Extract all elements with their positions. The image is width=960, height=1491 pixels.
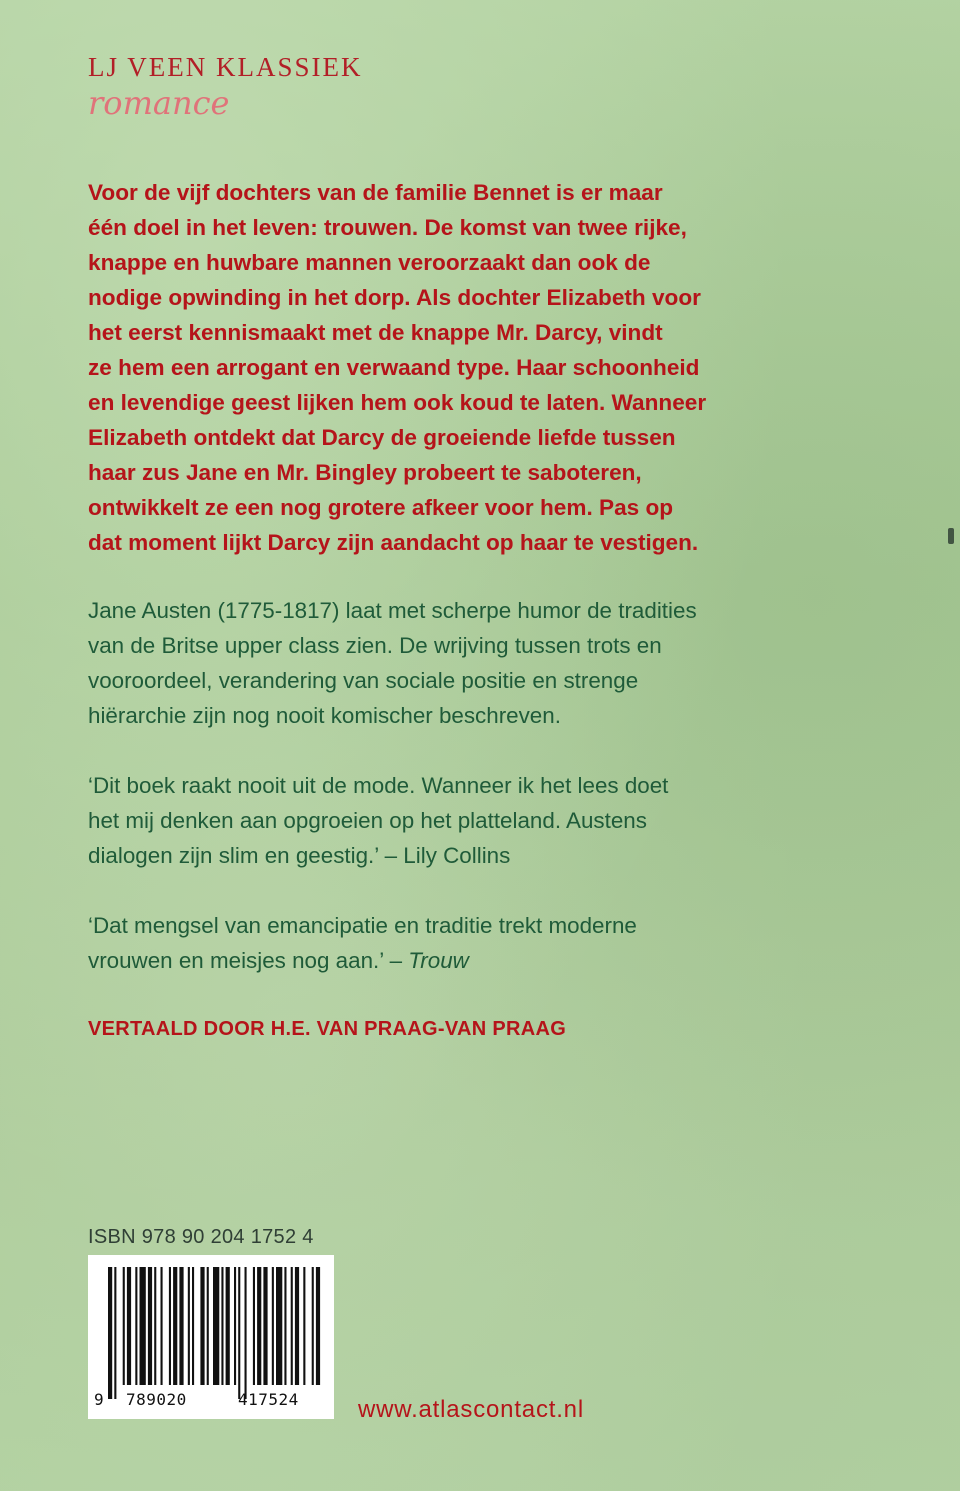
review-quote-lily-collins [88, 768, 788, 873]
barcode-bar [192, 1267, 194, 1385]
bio-line: van de Britse upper class zien. De wrijving tussen trots en [88, 633, 662, 658]
barcode-bar [257, 1267, 261, 1385]
barcode-bar [245, 1267, 247, 1399]
barcode-bar [295, 1267, 299, 1385]
barcode-bar [135, 1267, 137, 1385]
barcode-bar [238, 1267, 240, 1399]
blurb-line: dat moment lijkt Darcy zijn aandacht op haar te vestigen. [88, 530, 699, 555]
barcode-bar [127, 1267, 131, 1385]
isbn-number: ISBN 978 90 204 1752 4 [88, 1226, 314, 1248]
barcode-bar [272, 1267, 274, 1385]
barcode-right-digits: 417524 [238, 1390, 299, 1409]
barcode-bar [123, 1267, 125, 1385]
blurb-line: het eerst kennismaakt met de knappe Mr. Darcy, vindt [88, 320, 663, 345]
barcode-bar [316, 1267, 320, 1385]
bio-line: vooroordeel, verandering van sociale positie en strenge [88, 668, 639, 693]
blurb-line: ontwikkelt ze een nog grotere afkeer voor hem. Pas op [88, 495, 674, 520]
blurb-paragraph [88, 175, 788, 560]
barcode-lead-digit: 9 [94, 1390, 105, 1409]
quote-text: vrouwen en meisjes nog aan.’ – [88, 948, 409, 973]
blurb-line: één doel in het leven: trouwen. De komst van twee rijke, [88, 215, 687, 240]
blurb-line: en levendige geest lijken hem ook koud te laten. Wanneer [88, 390, 707, 415]
barcode-bar [207, 1267, 209, 1385]
barcode-bar [188, 1267, 190, 1385]
quote-line: ‘Dat mengsel van emancipatie en traditie trekt moderne [88, 913, 637, 938]
blurb-line: knappe en huwbare mannen veroorzaakt dan ook de [88, 250, 651, 275]
blurb-line: Elizabeth ontdekt dat Darcy de groeiende liefde tussen [88, 425, 676, 450]
bio-line: Jane Austen (1775-1817) laat met scherpe humor de tradities [88, 598, 697, 623]
barcode-bar [161, 1267, 163, 1385]
translator-credit: VERTAALD DOOR H.E. VAN PRAAG-VAN PRAAG [88, 1018, 567, 1040]
barcode-bar [234, 1267, 236, 1385]
quote-line: ‘Dit boek raakt nooit uit de mode. Wanneer ik het lees doet [88, 773, 669, 798]
barcode-bar [169, 1267, 171, 1385]
print-speck [948, 528, 954, 544]
barcode-bar [114, 1267, 116, 1399]
author-bio-paragraph [88, 593, 788, 733]
review-quote-trouw [88, 908, 788, 978]
blurb-line: nodige opwinding in het dorp. Als dochter Elizabeth voor [88, 285, 701, 310]
barcode-bar [148, 1267, 152, 1385]
barcode-bar [291, 1267, 293, 1385]
quote-line [88, 943, 788, 978]
barcode-bar [213, 1267, 219, 1385]
barcode-bar [226, 1267, 230, 1385]
quote-line: dialogen zijn slim en geestig.’ – Lily Collins [88, 843, 511, 868]
barcode-bar [284, 1267, 286, 1385]
barcode-bar [312, 1267, 314, 1385]
quote-line: het mij denken aan opgroeien op het platteland. Austens [88, 808, 647, 833]
barcode-bar [108, 1267, 112, 1399]
quote-source: Trouw [408, 948, 469, 973]
barcode-bar [276, 1267, 282, 1385]
blurb-line: haar zus Jane en Mr. Bingley probeert te saboteren, [88, 460, 642, 485]
bio-line: hiërarchie zijn nog nooit komischer beschreven. [88, 703, 561, 728]
barcode-bar [179, 1267, 183, 1385]
barcode-bar [303, 1267, 305, 1385]
series-title: LJ VEEN KLASSIEK [88, 52, 363, 82]
publisher-website[interactable]: www.atlascontact.nl [358, 1396, 584, 1423]
barcode-bar [200, 1267, 204, 1385]
barcode [88, 1255, 334, 1419]
genre-label: romance [88, 84, 230, 122]
barcode-bar [221, 1267, 223, 1385]
barcode-bar [140, 1267, 146, 1385]
blurb-line: ze hem een arrogant en verwaand type. Haar schoonheid [88, 355, 700, 380]
barcode-bar [253, 1267, 255, 1385]
barcode-bar [173, 1267, 177, 1385]
barcode-bar [263, 1267, 267, 1385]
barcode-bar [154, 1267, 156, 1385]
blurb-line: Voor de vijf dochters van de familie Bennet is er maar [88, 180, 663, 205]
barcode-left-digits: 789020 [126, 1390, 187, 1409]
